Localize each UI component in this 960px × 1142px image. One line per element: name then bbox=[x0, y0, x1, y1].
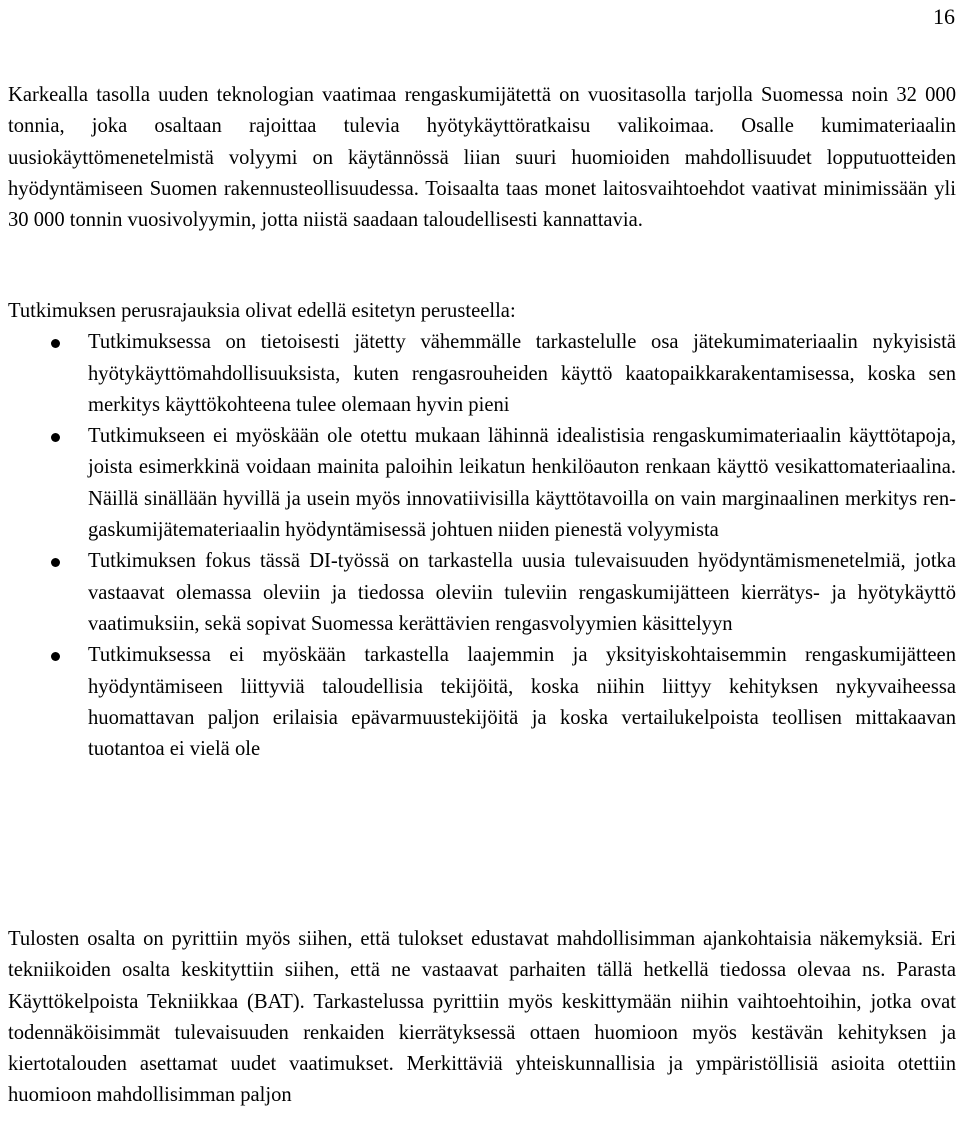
list-item bbox=[8, 640, 956, 765]
list-item bbox=[8, 546, 956, 640]
paragraph-text: Karkealla tasolla uuden teknologian vaatimaa rengaskumijätettä on vuositasolla tarjolla Suomessa noin 32 000 tonnia, joka osaltaan rajoittaa tulevia hyötykäyttöratkaisu valikoimaa. Osalle kumimateriaalin uusiokäyttömenetelmistä volyymi on käytännössä liian suuri huomioiden mahdollisuudet lopputuotteiden hyödyntämiseen Suomen rakennusteollisuudessa. Toisaalta taas monet laitosvaihtoehdot vaativat minimissään yli 30 000 tonnin vuosivolyymin, jotta niistä saadaan taloudellisesti kannattavia. bbox=[8, 84, 956, 232]
list-item bbox=[8, 421, 956, 546]
paragraph-results-scope bbox=[8, 924, 956, 1112]
list-item-text: Tutkimuksessa on tietoisesti jätetty vähemmälle tarkastelulle osa jätekumimateriaalin nykyisistä hyötykäyttömahdollisuuksista, kuten rengasrouheiden käyttö kaatopaikkarakentamisessa, koska sen merkitys käyttökohteena tulee olemaan hyvin pieni bbox=[88, 331, 956, 416]
list-item-text: Tutkimuksen fokus tässä DI-työssä on tarkastella uusia tulevaisuuden hyödyntämismenetelmiä, jotka vastaavat olemassa oleviin ja tiedossa oleviin tuleviin rengaskumijätteen kierrätys- ja hyötykäyttö vaatimuksiin, sekä sopivat Suomessa kerättävien rengasvolyymien käsittelyyn bbox=[88, 550, 956, 635]
list-item-text: Tutkimuksessa ei myöskään tarkastella laajemmin ja yksityiskohtaisemmin rengaskumijätteen hyödyntämiseen liittyviä taloudellisia tekijöitä, koska niihin liittyy kehityksen nykyvaiheessa huomattavan paljon erilaisia epävarmuustekijöitä ja koska vertailukelpoista teollisen mittakaavan tuotantoa ei vielä ole bbox=[88, 644, 956, 761]
bullet-icon bbox=[51, 652, 60, 661]
research-limits-intro: Tutkimuksen perusrajauksia olivat edellä esitetyn perusteella: bbox=[8, 300, 516, 322]
bullet-icon bbox=[51, 558, 60, 567]
page-number: 16 bbox=[933, 4, 955, 29]
bullet-icon bbox=[51, 339, 60, 348]
section-research-limits bbox=[8, 296, 956, 765]
research-limits-list bbox=[8, 327, 956, 765]
bullet-icon bbox=[51, 433, 60, 442]
paragraph-tire-volume bbox=[8, 80, 956, 236]
list-item bbox=[8, 327, 956, 421]
list-item-text: Tutkimukseen ei myöskään ole otettu mukaan lähinnä idealistisia rengaskumimateriaalin käyttötapoja, joista esimerkkinä voidaan mainita paloihin leikatun henkilöauton renkaan käyttö vesikattomateriaalina. Näillä sinällään hyvillä ja usein myös innovatiivisilla käyttötavoilla on vain marginaalinen merkitys rengaskumijätemateriaalin hyödyntämisessä johtuen niiden pienestä volyymista bbox=[88, 425, 956, 542]
paragraph-text: Tulosten osalta on pyrittiin myös siihen, että tulokset edustavat mahdollisimman ajankohtaisia näkemyksiä. Eri tekniikoiden osalta keskityttiin siihen, että ne vastaavat parhaiten tällä hetkellä tiedossa olevaa ns. Parasta Käyttökelpoista Tekniikkaa (BAT). Tarkastelussa pyrittiin myös keskittymään niihin vaihtoehtoihin, jotka ovat todennäköisimmät tulevaisuuden renkaiden kierrätyksessä ottaen huomioon myös kestävän kehityksen ja kiertotalouden asettamat uudet vaatimukset. Merkittäviä yhteiskunnallisia ja ympäristöllisiä asioita otettiin huomioon mahdollisimman paljon bbox=[8, 928, 956, 1107]
